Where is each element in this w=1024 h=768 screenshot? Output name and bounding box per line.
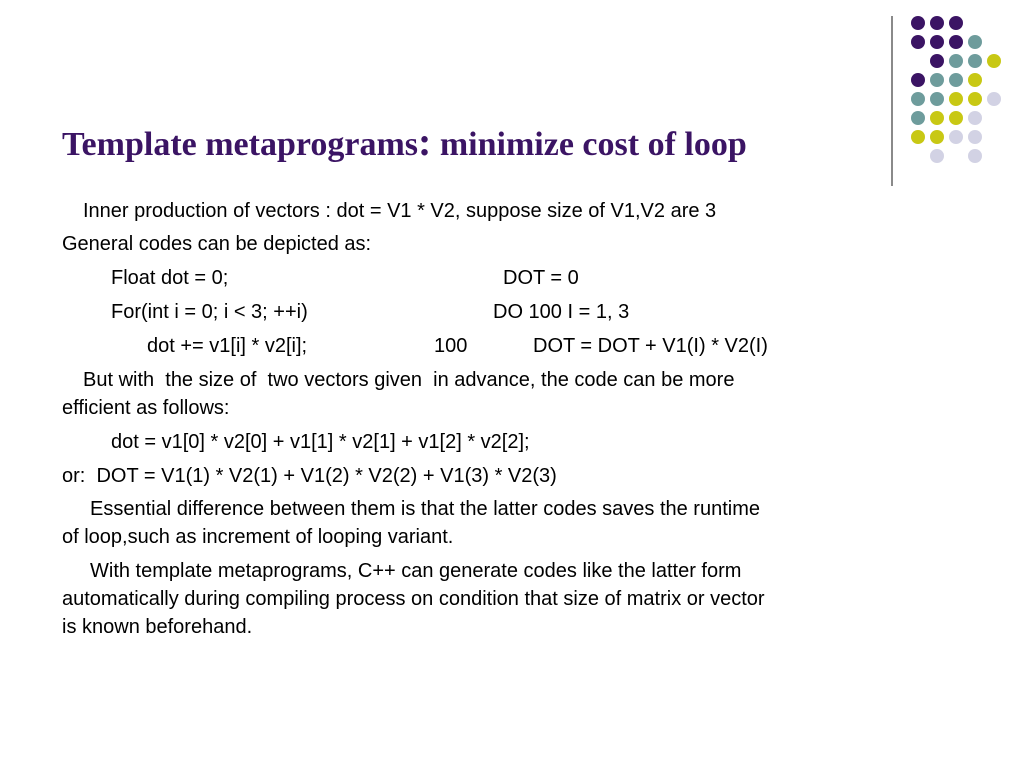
dot-icon — [949, 111, 963, 125]
dot-icon — [968, 92, 982, 106]
body-line: But with the size of two vectors given in advance, the code can be more — [83, 369, 735, 391]
code-fortran-line: DOT = 0 — [503, 267, 579, 289]
body-line: efficient as follows: — [62, 397, 230, 419]
dot-icon — [911, 92, 925, 106]
code-c-line: For(int i = 0; i < 3; ++i) — [111, 301, 308, 323]
body-line: of loop,such as increment of looping variant. — [62, 526, 454, 548]
dot-icon — [911, 111, 925, 125]
dot-icon — [930, 130, 944, 144]
code-c-line: dot = v1[0] * v2[0] + v1[1] * v2[1] + v1[2] * v2[2]; — [111, 431, 530, 453]
body-line: Inner production of vectors : dot = V1 * V2, suppose size of V1,V2 are 3 — [83, 200, 717, 222]
dot-icon — [987, 54, 1001, 68]
code-fortran-line: DO 100 I = 1, 3 — [493, 301, 630, 323]
dot-icon — [949, 73, 963, 87]
code-c-line: dot += v1[i] * v2[i]; — [147, 335, 308, 357]
dot-icon — [968, 130, 982, 144]
dot-icon — [930, 111, 944, 125]
dot-icon — [949, 92, 963, 106]
body-line: Essential difference between them is that the latter codes saves the runtime — [90, 498, 760, 520]
vertical-divider — [891, 16, 893, 186]
dot-icon — [911, 16, 925, 30]
dot-icon — [949, 35, 963, 49]
dot-icon — [968, 35, 982, 49]
body-line: With template metaprograms, C++ can generate codes like the latter form — [90, 560, 742, 582]
dot-icon — [930, 54, 944, 68]
dot-icon — [949, 130, 963, 144]
code-fortran-line: DOT = DOT + V1(I) * V2(I) — [533, 335, 768, 357]
code-fortran-label: 100 — [434, 335, 468, 357]
dot-icon — [930, 149, 944, 163]
dot-icon — [968, 54, 982, 68]
dot-icon — [930, 92, 944, 106]
dot-icon — [968, 73, 982, 87]
slide-title-sub: minimize cost of loop — [431, 126, 747, 163]
slide-title — [62, 120, 747, 167]
dot-icon — [911, 35, 925, 49]
dot-icon — [930, 16, 944, 30]
slide-title-main: Template metaprograms — [62, 126, 419, 163]
code-c-line: Float dot = 0; — [111, 267, 229, 289]
dot-icon — [911, 73, 925, 87]
dot-icon — [949, 54, 963, 68]
dot-icon — [930, 73, 944, 87]
body-line: is known beforehand. — [62, 616, 253, 638]
body-line: automatically during compiling process on condition that size of matrix or vector — [62, 588, 765, 610]
body-line: General codes can be depicted as: — [62, 233, 372, 255]
dot-icon — [987, 92, 1001, 106]
dot-icon — [949, 16, 963, 30]
dot-icon — [911, 130, 925, 144]
slide-title-colon: : — [418, 119, 432, 164]
dot-icon — [968, 149, 982, 163]
body-line: or: DOT = V1(1) * V2(1) + V1(2) * V2(2) + V1(3) * V2(3) — [62, 465, 557, 487]
dot-icon — [968, 111, 982, 125]
dot-icon — [930, 35, 944, 49]
